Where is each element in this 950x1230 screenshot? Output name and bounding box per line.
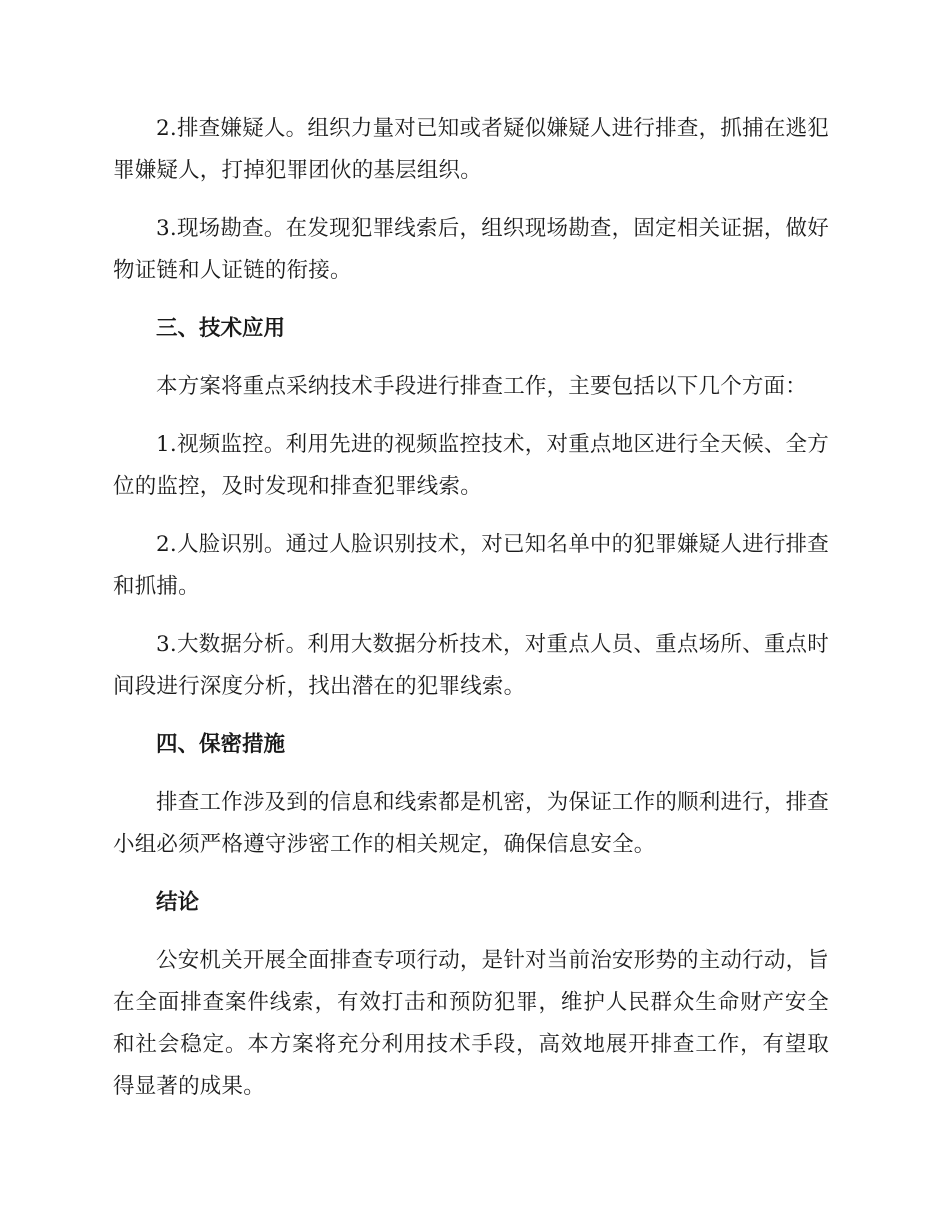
conclusion-text: 公安机关开展全面排查专项行动，是针对当前治安形势的主动行动，旨在全面排查案件线索，有效打击和预防犯罪，维护人民群众生命财产安全和社会稳定。本方案将充分利用技术手段，高效地展开排查工作，有望取得显著的成果。	[113, 948, 829, 1099]
tech-item-2-face: 2.人脸识别。通过人脸识别技术，对已知名单中的犯罪嫌疑人进行排查和抓捕。	[113, 532, 829, 599]
conclusion-heading: 结论	[156, 890, 200, 915]
tech-item-1-video: 1.视频监控。利用先进的视频监控技术，对重点地区进行全天候、全方位的监控，及时发现和排查犯罪线索。	[113, 432, 829, 499]
item-2-suspects: 2.排查嫌疑人。组织力量对已知或者疑似嫌疑人进行排查，抓捕在逃犯罪嫌疑人，打掉犯罪团伙的基层组织。	[113, 116, 829, 183]
tech-item-3-bigdata: 3.大数据分析。利用大数据分析技术，对重点人员、重点场所、重点时间段进行深度分析，找出潜在的犯罪线索。	[113, 632, 829, 699]
item-3-scene-survey: 3.现场勘查。在发现犯罪线索后，组织现场勘查，固定相关证据，做好物证链和人证链的衔接。	[113, 216, 829, 283]
section-3-heading: 三、技术应用	[156, 316, 286, 341]
section-4-heading: 四、保密措施	[156, 732, 286, 757]
confidentiality-text: 排查工作涉及到的信息和线索都是机密，为保证工作的顺利进行，排查小组必须严格遵守涉密工作的相关规定，确保信息安全。	[113, 790, 829, 857]
tech-intro: 本方案将重点采纳技术手段进行排查工作，主要包括以下几个方面：	[156, 374, 808, 399]
document-body	[113, 108, 829, 1124]
